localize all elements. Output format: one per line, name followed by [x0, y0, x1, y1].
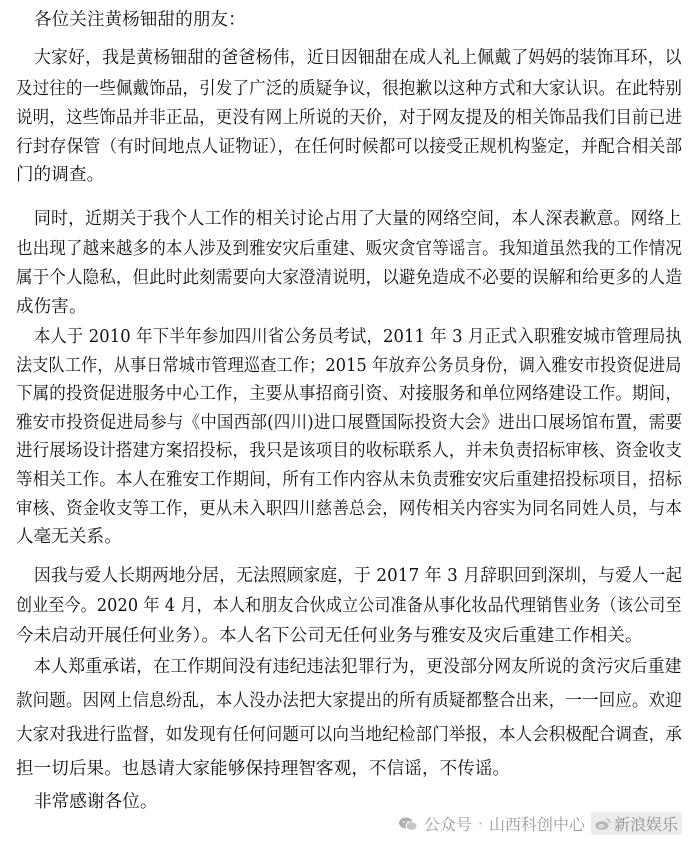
paragraph-3-line-2: 法支队工作，从事日常城市管理巡查工作；2015 年放弃公务员身份，调入雅安市投资促进局 — [16, 356, 682, 376]
paragraph-3-line-5: 进行展场设计搭建方案招投标，我只是该项目的收标联系人，并未负责招标审核、资金收支 — [16, 441, 682, 461]
paragraph-5-line-2: 款问题。因网上信息纷乱，本人没办法把大家提出的所有质疑都整合出来，一一回应。欢迎 — [16, 691, 682, 711]
paragraph-5-line-4: 担一切后果。也恳请大家能够保持理智客观，不信谣，不传谣。 — [16, 759, 511, 779]
wechat-icon — [398, 816, 418, 832]
paragraph-5-line-1: 本人郑重承诺，在工作期间没有违纪违法犯罪行为，更没部分网友所说的贪污灾后重建 — [34, 657, 682, 677]
paragraph-3-line-1: 本人于 2010 年下半年参加四川省公务员考试，2011 年 3 月正式入职雅安城市管理局执 — [34, 327, 682, 347]
paragraph-2-line-4: 成伤害。 — [16, 297, 87, 317]
greeting: 各位关注黄杨钿甜的朋友： — [34, 10, 246, 30]
paragraph-1-line-3: 说明，这些饰品并非正品，更没有网上所说的天价，对于网友提及的相关饰品我们目前已进 — [16, 108, 682, 128]
watermark-separator: · — [477, 814, 483, 833]
paragraph-5-line-3: 大家对我进行监督，如发现有任何问题可以向当地纪检部门举报，本人会积极配合调查，承 — [16, 725, 682, 745]
paragraph-3-line-4: 雅安市投资促进局参与《中国西部(四川)进口展暨国际投资大会》进出口展场馆布置，需要 — [16, 413, 683, 433]
paragraph-1-line-1: 大家好，我是黄杨钿甜的爸爸杨伟，近日因钿甜在成人礼上佩戴了妈妈的装饰耳环，以 — [34, 48, 682, 68]
paragraph-1-line-5: 门的调查。 — [16, 165, 105, 185]
paragraph-3-line-6: 等相关工作。本人在雅安工作期间，所有工作内容从未负责雅安灾后重建招投标项目，招标 — [16, 470, 682, 490]
paragraph-1-line-4: 行封存保管（有时间地点人证物证），在任何时候都可以接受正规机构鉴定，并配合相关部 — [16, 137, 683, 157]
paragraph-2-line-3: 属于个人隐私，但此时此刻需要向大家澄清说明，以避免造成不必要的误解和给更多的人造 — [16, 268, 682, 288]
paragraph-2-line-2: 也出现了越来越多的本人涉及到雅安灾后重建、贩灾贪官等谣言。我知道虽然我的工作情况 — [16, 239, 682, 259]
closing-line: 非常感谢各位。 — [34, 792, 158, 812]
paragraph-3-line-7: 审核、资金收支等工作，更从未入职四川慈善总会，网传相关内容实为同名同姓人员，与本 — [16, 499, 682, 519]
watermark — [398, 812, 682, 835]
weibo-icon — [595, 817, 611, 831]
watermark-account-name: 山西科创中心 — [488, 815, 585, 834]
watermark-channel-label: 公众号 — [423, 815, 472, 834]
weibo-badge — [591, 812, 682, 835]
paragraph-1-line-2: 及过往的一些佩戴饰品，引发了广泛的质疑争议，很抱歉以这种方式和大家认识。在此特别 — [16, 79, 682, 99]
paragraph-3-line-3: 下属的投资促进服务中心工作，主要从事招商引资、对接服务和单位网络建设工作。期间， — [16, 384, 682, 404]
paragraph-4-line-1: 因我与爱人长期两地分居，无法照顾家庭，于 2017 年 3 月辞职回到深圳，与爱人一起 — [34, 566, 683, 586]
paragraph-3-line-8: 人毫无关系。 — [16, 527, 122, 547]
paragraph-4-line-2: 创业至今。2020 年 4 月，本人和朋友合伙成立公司准备从事化妆品代理销售业务（该公司至 — [16, 596, 682, 616]
paragraph-4-line-3: 今未启动开展任何业务）。本人名下公司无任何业务与雅安及灾后重建工作相关。 — [16, 626, 643, 646]
paragraph-2-line-1: 同时，近期关于我个人工作的相关讨论占用了大量的网络空间，本人深表歉意。网络上 — [34, 209, 682, 229]
weibo-badge-label: 新浪娱乐 — [613, 815, 678, 834]
